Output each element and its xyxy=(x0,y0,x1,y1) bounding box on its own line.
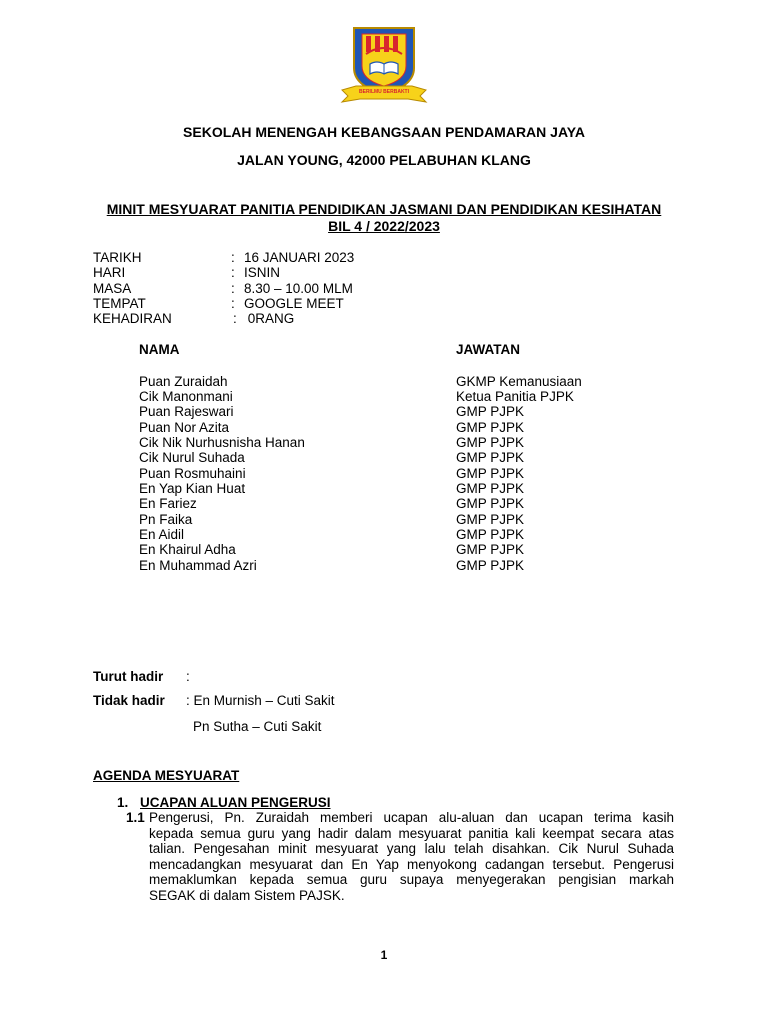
paragraph-line: talian. Pengesahan minit mesyuarat yang lalu telah disahkan. Cik Nurul Suhada xyxy=(149,841,674,856)
document-number xyxy=(0,218,768,234)
document-title-text: MINIT MESYUARAT PANITIA PENDIDIKAN JASMANI DAN PENDIDIKAN KESIHATAN xyxy=(106,201,662,217)
attendee-name: En Fariez xyxy=(139,496,197,511)
detail-value: GOOGLE MEET xyxy=(244,296,344,311)
attendee-name: Cik Manonmani xyxy=(139,389,233,404)
detail-value: ISNIN xyxy=(244,265,281,280)
attendee-position: GMP PJPK xyxy=(456,404,525,419)
attendee-position: GMP PJPK xyxy=(456,450,525,465)
attendee-position: GMP PJPK xyxy=(456,420,525,435)
attendee-position: GMP PJPK xyxy=(456,527,525,542)
tidak-hadir-line: Pn Sutha – Cuti Sakit xyxy=(193,719,322,734)
paragraph-line: memaklumkan kepada semua guru supaya menyegerakan pengisian markah xyxy=(149,872,674,887)
attendee-position: GMP PJPK xyxy=(456,481,525,496)
detail-separator: : xyxy=(233,311,237,326)
attendee-name: Puan Rosmuhaini xyxy=(139,466,246,481)
detail-label: MASA xyxy=(93,281,132,296)
detail-label: HARI xyxy=(93,265,126,280)
column-header-position: JAWATAN xyxy=(456,342,520,357)
attendee-position: Ketua Panitia PJPK xyxy=(456,389,574,404)
column-header-name: NAMA xyxy=(139,342,180,357)
attendee-position: GMP PJPK xyxy=(456,466,525,481)
attendee-name: Cik Nurul Suhada xyxy=(139,450,245,465)
sub-item-number: 1.1 xyxy=(126,810,145,825)
attendee-name: Cik Nik Nurhusnisha Hanan xyxy=(139,435,305,450)
detail-value: 0RANG xyxy=(244,311,295,326)
detail-label: TARIKH xyxy=(93,250,142,265)
paragraph-line: kepada semua guru yang hadir dalam mesyuarat panitia kali keempat secara atas xyxy=(149,826,674,841)
paragraph-line: mencadangkan mesyuarat dan En Yap menyokong cadangan tersebut. Pengerusi xyxy=(149,857,674,872)
agenda-heading xyxy=(93,768,239,783)
tidak-hadir-label: Tidak hadir xyxy=(93,693,165,708)
agenda-item-number: 1. xyxy=(117,795,129,810)
agenda-item-title xyxy=(140,795,331,810)
document-title xyxy=(0,201,768,217)
attendee-name: Puan Nor Azita xyxy=(139,420,230,435)
attendee-position: GMP PJPK xyxy=(456,542,525,557)
detail-label: TEMPAT xyxy=(93,296,146,311)
tidak-hadir-line: : En Murnish – Cuti Sakit xyxy=(186,693,335,708)
attendee-name: En Muhammad Azri xyxy=(139,558,257,573)
turut-hadir-value: : xyxy=(186,669,190,684)
detail-separator: : xyxy=(231,281,235,296)
attendee-position: GMP PJPK xyxy=(456,496,525,511)
detail-separator: : xyxy=(231,265,235,280)
detail-separator: : xyxy=(231,296,235,311)
attendee-position: GMP PJPK xyxy=(456,435,525,450)
attendee-name: Puan Rajeswari xyxy=(139,404,234,419)
school-crest-logo xyxy=(336,24,432,104)
attendee-position: GMP PJPK xyxy=(456,558,525,573)
detail-separator: : xyxy=(231,250,235,265)
detail-value: 8.30 – 10.00 MLM xyxy=(244,281,353,296)
agenda-heading-text: AGENDA MESYUARAT xyxy=(93,768,240,783)
attendee-name: En Aidil xyxy=(139,527,185,542)
turut-hadir-label: Turut hadir xyxy=(93,669,164,684)
school-name: SEKOLAH MENENGAH KEBANGSAAN PENDAMARAN JAYA xyxy=(183,124,585,140)
school-address: JALAN YOUNG, 42000 PELABUHAN KLANG xyxy=(237,152,531,168)
attendee-name: Pn Faika xyxy=(139,512,193,527)
attendee-name: En Yap Kian Huat xyxy=(139,481,246,496)
detail-value: 16 JANUARI 2023 xyxy=(244,250,355,265)
detail-label: KEHADIRAN xyxy=(93,311,172,326)
page-number: 1 xyxy=(380,948,388,962)
paragraph-line: SEGAK di dalam Sistem PAJSK. xyxy=(149,888,345,903)
attendee-position: GKMP Kemanusiaan xyxy=(456,374,582,389)
attendee-position: GMP PJPK xyxy=(456,512,525,527)
motto-text: BERILMU BERBAKTI xyxy=(359,89,409,95)
agenda-item-title-text: UCAPAN ALUAN PENGERUSI xyxy=(140,795,331,810)
document-number-text: BIL 4 / 2022/2023 xyxy=(328,218,440,234)
paragraph-line: Pengerusi, Pn. Zuraidah memberi ucapan alu-aluan dan ucapan terima kasih xyxy=(149,810,674,825)
attendee-name: Puan Zuraidah xyxy=(139,374,228,389)
attendee-name: En Khairul Adha xyxy=(139,542,236,557)
